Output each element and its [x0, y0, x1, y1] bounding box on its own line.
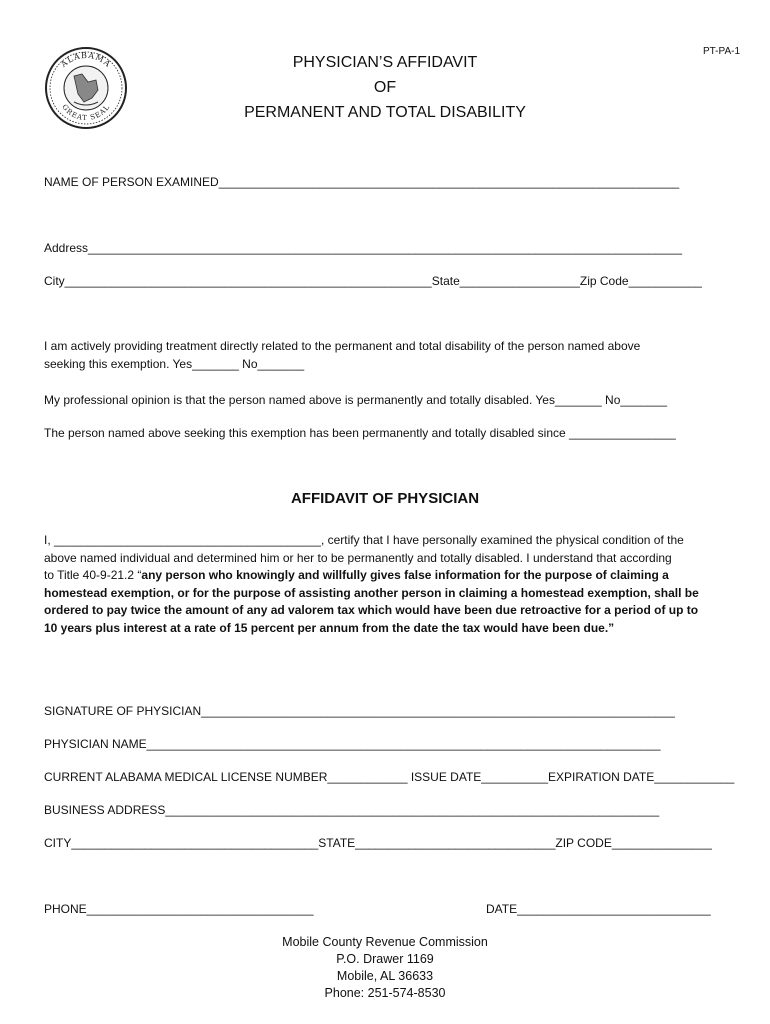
alabama-great-seal-logo	[44, 46, 128, 130]
treatment-line-2: seeking this exemption. Yes_______ No_______	[44, 356, 305, 371]
svg-text:GREAT SEAL: GREAT SEAL	[60, 102, 112, 123]
treatment-statement[interactable]	[44, 338, 640, 373]
page-title	[185, 50, 585, 125]
city-state-zip-field[interactable]: City_______________________________________________________State__________________Zip Code___________	[44, 274, 702, 288]
phone-field[interactable]: PHONE__________________________________	[44, 902, 314, 916]
disabled-since-statement[interactable]: The person named above seeking this exemption has been permanently and totally disabled since ________________	[44, 426, 676, 440]
footer-line-2: P.O. Drawer 1169	[336, 952, 434, 966]
date-field[interactable]: DATE_____________________________	[486, 902, 711, 916]
affidavit-line-2: above named individual and determined him or her to be permanently and totally disabled. I understand that according	[44, 550, 672, 565]
form-code: PT-PA-1	[702, 46, 740, 57]
treatment-line-1: I am actively providing treatment directly related to the permanent and total disability of the person named above	[44, 339, 641, 353]
physician-name-field[interactable]: PHYSICIAN NAME_____________________________________________________________________________	[44, 737, 661, 751]
affidavit-title: AFFIDAVIT OF PHYSICIAN	[290, 490, 480, 507]
business-address-field[interactable]: BUSINESS ADDRESS__________________________________________________________________________	[44, 803, 660, 817]
physician-signature-field[interactable]: SIGNATURE OF PHYSICIAN_______________________________________________________________________	[44, 704, 675, 718]
title-line-2: OF	[373, 79, 397, 96]
affidavit-line-3: to Title 40-9-21.2 “any person who knowingly and willfully gives false information for the purpose of claiming a	[44, 568, 669, 582]
svg-text:ALABAMA: ALABAMA	[59, 50, 113, 70]
footer-line-3: Mobile, AL 36633	[336, 969, 434, 983]
title-line-1: PHYSICIAN’S AFFIDAVIT	[292, 54, 478, 71]
affidavit-line-5: ordered to pay twice the amount of any ad valorem tax which would have been due retroactive for a period of up to	[44, 603, 699, 617]
opinion-statement[interactable]: My professional opinion is that the person named above is permanently and totally disabled. Yes_______ No_______	[44, 393, 668, 407]
address-field[interactable]: Address_________________________________________________________________________________________	[44, 241, 682, 255]
footer-line-1: Mobile County Revenue Commission	[282, 935, 488, 949]
footer-address	[185, 934, 585, 1002]
title-line-3: PERMANENT AND TOTAL DISABILITY	[244, 104, 526, 121]
footer-line-4: Phone: 251-574-8530	[324, 986, 446, 1000]
affidavit-paragraph	[44, 532, 699, 637]
physician-city-state-zip-field[interactable]: CITY_____________________________________STATE______________________________ZIP CODE_______________	[44, 836, 712, 850]
affidavit-line-6: 10 years plus interest at a rate of 15 percent per annum from the date the tax would have been due.”	[44, 620, 615, 635]
affidavit-line-1[interactable]: I, ________________________________________, certify that I have personally examined the physical condition of the	[44, 533, 684, 547]
license-issue-expiration-field[interactable]: CURRENT ALABAMA MEDICAL LICENSE NUMBER____________ ISSUE DATE__________EXPIRATION DATE____________	[44, 770, 735, 784]
affidavit-line-4: homestead exemption, or for the purpose of assisting another person in claiming a homestead exemption, shall be	[44, 585, 699, 600]
person-name-field[interactable]: NAME OF PERSON EXAMINED_____________________________________________________________________	[44, 175, 680, 189]
